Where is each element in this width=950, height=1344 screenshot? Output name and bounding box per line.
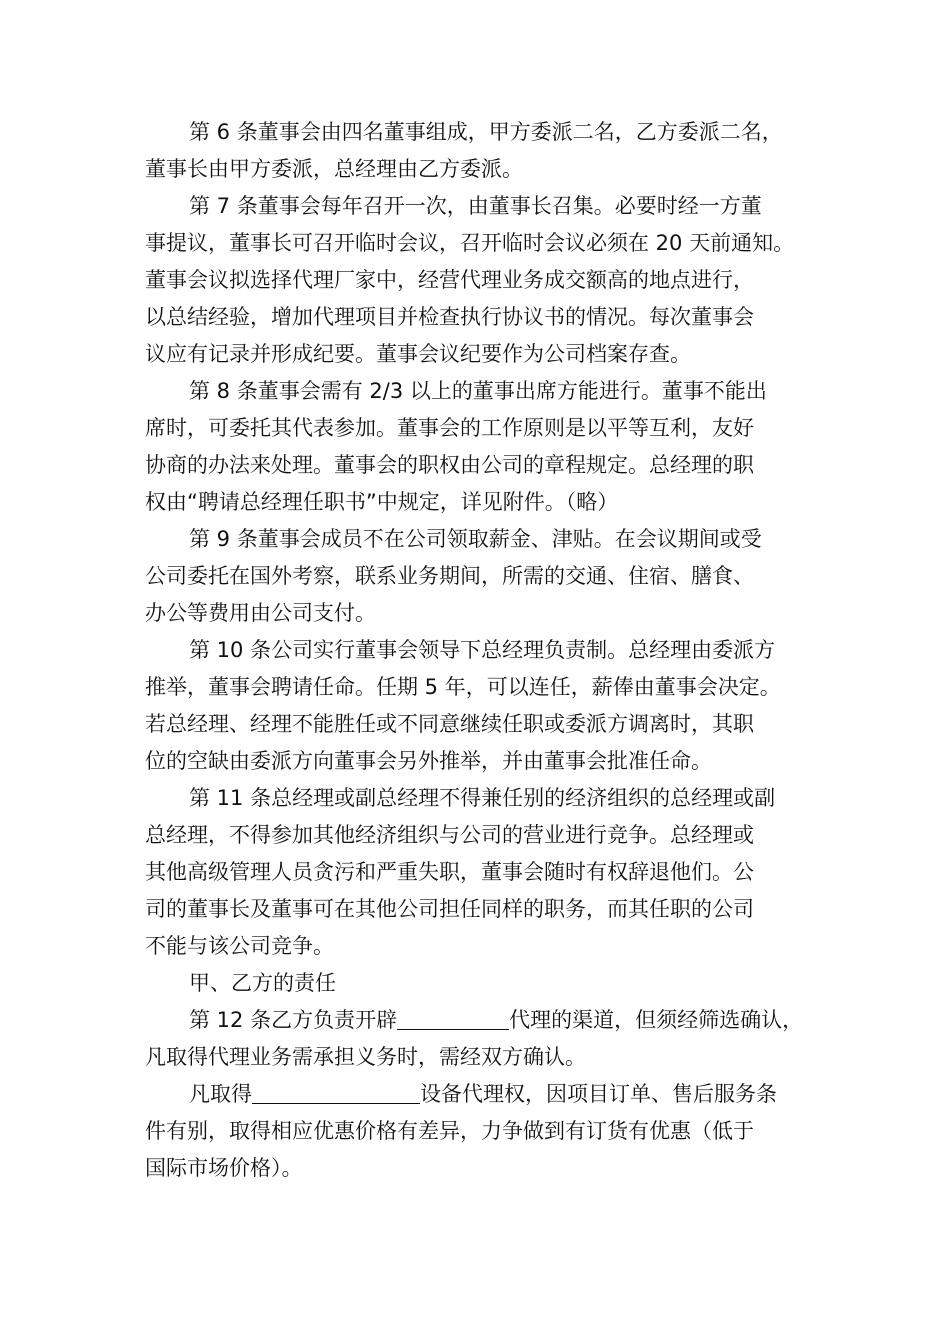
text-line: 推举，董事会聘请任命。任期 5 年，可以连任，薪俸由董事会决定。 [145, 675, 781, 699]
equipment-text-before: 凡取得 [189, 1082, 252, 1106]
text-line: 不能与该公司竞争。 [145, 934, 334, 958]
equipment-text-after: 设备代理权，因项目订单、售后服务条 [420, 1082, 777, 1106]
text-line: 总经理，不得参加其他经济组织与公司的营业进行竞争。总经理或 [145, 823, 754, 847]
text-line: 司的董事长及董事可在其他公司担任同样的职务，而其任职的公司 [145, 897, 754, 921]
text-line: 权由“聘请总经理任职书”中规定，详见附件。（略） [145, 490, 619, 514]
text-line: 协商的办法来处理。董事会的职权由公司的章程规定。总经理的职 [145, 453, 754, 477]
text-line: 以总结经验，增加代理项目并检查执行协议书的情况。每次董事会 [145, 305, 754, 329]
article-12-text-before: 第 12 条乙方负责开辟 [189, 1008, 398, 1032]
text-line: 第 11 条总经理或副总经理不得兼任别的经济组织的总经理或副 [189, 786, 776, 810]
text-line: 席时，可委托其代表参加。董事会的工作原则是以平等互利，友好 [145, 416, 754, 440]
article-12-line-2: 凡取得代理业务需承担义务时，需经双方确认。 [145, 1045, 586, 1069]
text-line: 董事长由甲方委派，总经理由乙方委派。 [145, 157, 523, 181]
text-line: 第 6 条董事会由四名董事组成，甲方委派二名，乙方委派二名， [189, 120, 783, 144]
fill-in-blank-channel [397, 1005, 509, 1030]
equipment-clause-line-1 [145, 1076, 825, 1113]
text-line: 办公等费用由公司支付。 [145, 601, 376, 625]
text-line: 第 10 条公司实行董事会领导下总经理负责制。总经理由委派方 [189, 638, 776, 662]
text-line: 董事会议拟选择代理厂家中，经营代理业务成交额高的地点进行， [145, 268, 754, 292]
equipment-clause-line-2: 件有别，取得相应优惠价格有差异，力争做到有订货有优惠（低于 [145, 1119, 754, 1143]
text-line: 若总经理、经理不能胜任或不同意继续任职或委派方调离时，其职 [145, 712, 754, 736]
article-12-line-1 [145, 1002, 825, 1039]
document-body [145, 114, 825, 1187]
text-line: 议应有记录并形成纪要。董事会议纪要作为公司档案存查。 [145, 342, 691, 366]
text-line: 位的空缺由委派方向董事会另外推举，并由董事会批准任命。 [145, 749, 712, 773]
text-line: 其他高级管理人员贪污和严重失职，董事会随时有权辞退他们。公 [145, 860, 754, 884]
text-line: 事提议，董事长可召开临时会议，召开临时会议必须在 20 天前通知。 [145, 231, 795, 255]
article-12-text-after: 代理的渠道，但须经筛选确认， [509, 1008, 804, 1032]
equipment-clause-line-3: 国际市场价格）。 [145, 1156, 303, 1180]
clause-lines [145, 114, 825, 965]
text-line: 第 9 条董事会成员不在公司领取薪金、津贴。在会议期间或受 [189, 527, 762, 551]
text-line: 第 8 条董事会需有 2/3 以上的董事出席方能进行。董事不能出 [189, 379, 767, 403]
section-heading: 甲、乙方的责任 [189, 971, 336, 995]
fill-in-blank-equipment [252, 1079, 420, 1104]
text-line: 公司委托在国外考察，联系业务期间，所需的交通、住宿、膳食、 [145, 564, 754, 588]
text-line: 第 7 条董事会每年召开一次，由董事长召集。必要时经一方董 [189, 194, 762, 218]
